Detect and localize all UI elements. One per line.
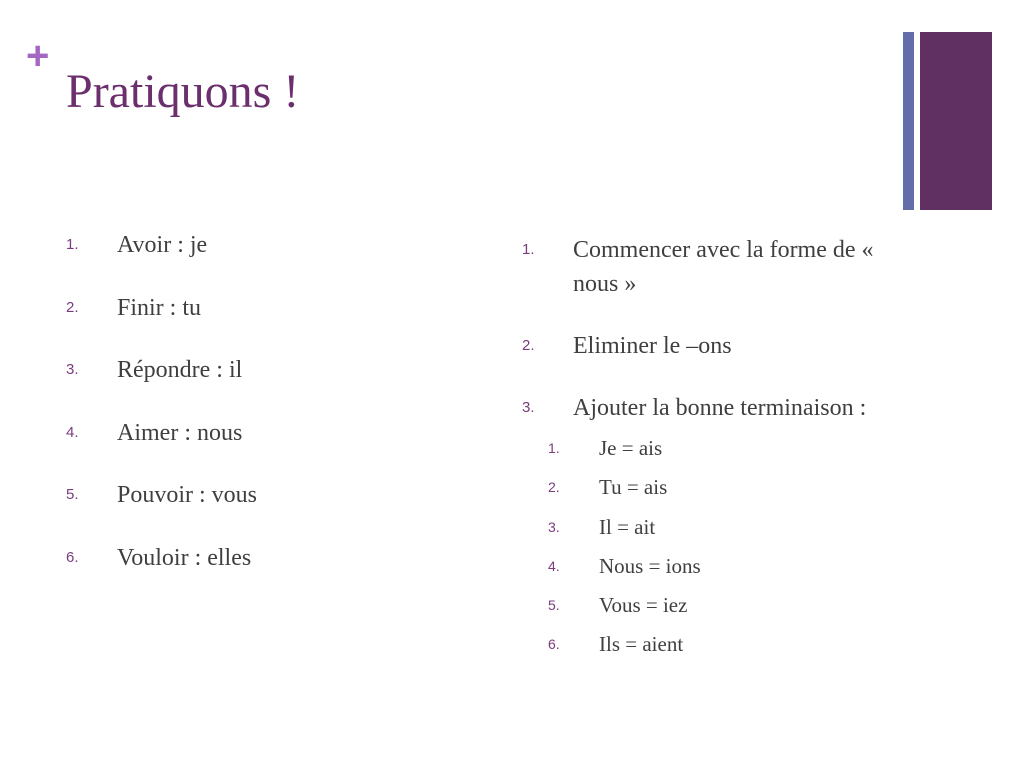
slide-title: Pratiquons ! xyxy=(66,65,300,118)
plus-icon: + xyxy=(26,34,50,78)
ending-item xyxy=(548,590,882,620)
list-number: 3. xyxy=(548,518,560,535)
verb-exercise-list xyxy=(66,228,466,603)
list-item-text: Pouvoir : vous xyxy=(117,482,258,508)
list-number: 1. xyxy=(522,241,535,258)
list-number: 3. xyxy=(522,399,535,416)
list-item-text: Commencer avec la forme de « nous » xyxy=(573,237,874,297)
list-item xyxy=(66,541,466,575)
ending-item xyxy=(548,629,882,659)
list-number: 5. xyxy=(66,486,79,503)
list-item xyxy=(66,478,466,512)
instructions-list xyxy=(522,233,882,669)
list-number: 2. xyxy=(66,298,79,316)
list-number: 3. xyxy=(66,361,79,378)
list-item-text: Vouloir : elles xyxy=(117,544,252,571)
list-number: 4. xyxy=(548,557,560,574)
list-item xyxy=(522,233,882,301)
ending-item xyxy=(548,472,882,502)
ending-text: Tu = ais xyxy=(599,475,668,500)
list-number: 5. xyxy=(548,597,560,614)
list-number: 1. xyxy=(548,440,560,456)
list-item-text: Aimer : nous xyxy=(117,419,243,446)
list-item xyxy=(522,391,882,659)
decorative-bar-thick xyxy=(920,32,992,210)
list-item-text: Ajouter la bonne terminaison : xyxy=(573,395,867,421)
list-number: 6. xyxy=(548,636,560,653)
list-number: 6. xyxy=(66,548,79,566)
ending-item xyxy=(548,551,882,581)
list-item xyxy=(522,329,882,363)
list-item xyxy=(66,291,466,325)
ending-item xyxy=(548,512,882,542)
ending-text: Ils = aient xyxy=(599,632,684,657)
list-item xyxy=(66,416,466,450)
ending-text: Je = ais xyxy=(599,436,663,460)
ending-item xyxy=(548,433,882,463)
decorative-bar-thin xyxy=(903,32,914,210)
list-number: 4. xyxy=(66,423,79,441)
list-item-text: Finir : tu xyxy=(117,294,202,321)
list-item xyxy=(66,228,466,262)
list-item-text: Répondre : il xyxy=(117,357,243,383)
list-number: 2. xyxy=(522,337,535,354)
list-item-text: Eliminer le –ons xyxy=(573,333,732,359)
list-number: 2. xyxy=(548,479,560,496)
list-item xyxy=(66,353,466,387)
ending-text: Nous = ions xyxy=(599,553,701,578)
list-number: 1. xyxy=(66,236,79,253)
endings-list xyxy=(548,433,882,659)
list-item-text: Avoir : je xyxy=(117,232,208,258)
ending-text: Il = ait xyxy=(599,514,656,539)
ending-text: Vous = iez xyxy=(599,593,688,618)
